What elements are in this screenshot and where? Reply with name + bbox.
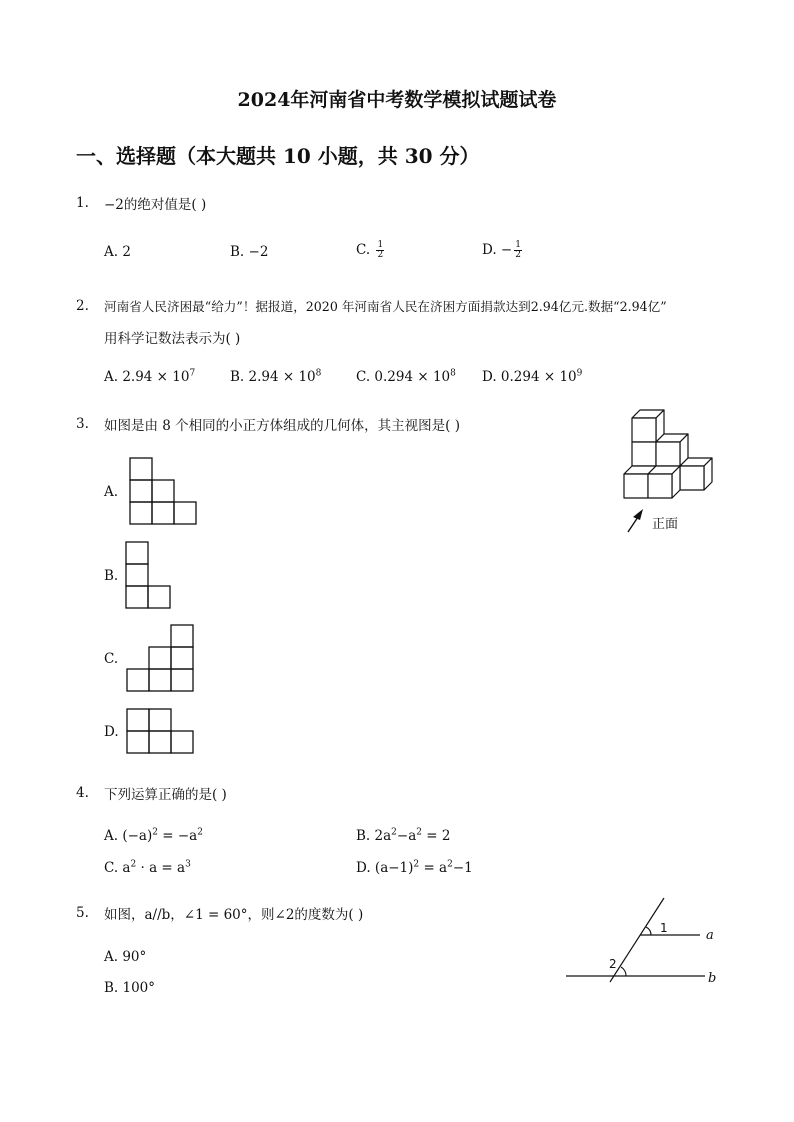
q4-option-b-exp1: 2	[391, 827, 397, 838]
q3-option-b-label: B.	[104, 568, 119, 584]
q4-option-c	[104, 860, 191, 876]
q4-option-c-left: C. a	[104, 860, 131, 876]
q1-option-c-fraction	[376, 241, 384, 260]
q5-line-b-label: b	[708, 971, 717, 986]
q4-option-c-exp2: 3	[185, 859, 191, 870]
q1-option-c	[356, 241, 384, 260]
q4-option-c-exp1: 2	[130, 859, 137, 870]
q1-option-d-prefix: D. −	[482, 242, 513, 258]
q3-cube-solid-figure	[612, 402, 742, 544]
q4-option-a	[104, 828, 203, 844]
q4-option-b-exp2: 2	[416, 827, 422, 838]
q2-option-c	[356, 369, 456, 385]
q2-option-b-base: B. 2.94 × 10	[230, 369, 316, 385]
q4-option-a-exp2: 2	[197, 827, 203, 838]
q5-parallel-lines-figure	[560, 890, 730, 1000]
q5-stem: 如图，a//b，∠1 = 60°，则∠2的度数为( )	[104, 907, 364, 923]
q4-option-b	[356, 828, 450, 844]
q1-option-b: B. −2	[230, 244, 269, 260]
q1-option-c-denominator: 2	[377, 250, 384, 260]
q3-number: 3.	[76, 416, 89, 432]
q4-number: 4.	[76, 785, 89, 801]
q3-front-label: 正面	[652, 517, 679, 532]
q3-option-c-label: C.	[104, 651, 119, 667]
q2-option-d-base: D. 0.294 × 10	[482, 369, 577, 385]
q2-option-a-base: A. 2.94 × 10	[104, 369, 190, 385]
q1-option-d-numerator: 1	[515, 240, 521, 250]
q5-option-b: B. 100°	[104, 980, 156, 996]
q2-stem-line1: 河南省人民济困最“给力”！据报道，2020 年河南省人民在济困方面捐款达到2.94亿元.数据“2.94亿”	[104, 299, 667, 314]
q1-option-d-fraction	[514, 241, 522, 260]
q1-option-c-numerator: 1	[377, 240, 384, 250]
q1-option-a: A. 2	[104, 244, 131, 260]
q2-option-d-exponent: 9	[576, 368, 583, 379]
q2-option-b	[230, 369, 321, 385]
q1-number: 1.	[76, 195, 89, 211]
q4-option-a-exp1: 2	[152, 827, 158, 838]
q2-option-a	[104, 369, 195, 385]
q3-option-d-label: D.	[104, 724, 119, 740]
q2-stem-line2: 用科学记数法表示为( )	[104, 331, 241, 347]
q4-option-b-left: B. 2a	[356, 828, 392, 844]
q3-option-d-figure	[122, 704, 202, 758]
q1-option-d	[482, 241, 522, 260]
q2-option-a-exponent: 7	[189, 368, 196, 379]
q2-number: 2.	[76, 298, 89, 314]
q5-line-a-label: a	[706, 928, 714, 943]
q4-option-d-exp1: 2	[413, 859, 420, 870]
q4-option-d-left: D. (a−1)	[356, 860, 414, 876]
q4-option-a-right: = −a	[157, 828, 198, 844]
q2-option-c-base: C. 0.294 × 10	[356, 369, 451, 385]
q4-option-c-mid: · a = a	[136, 860, 186, 876]
q2-option-d	[482, 369, 582, 385]
q3-option-a-label: A.	[104, 484, 119, 500]
q3-option-a-figure	[124, 452, 204, 532]
q1-option-c-prefix: C.	[356, 242, 375, 258]
q4-option-d	[356, 860, 473, 876]
q5-angle-2-label: 2	[609, 957, 617, 971]
q3-stem: 如图是由 8 个相同的小正方体组成的几何体，其主视图是( )	[104, 418, 460, 434]
q1-option-d-denominator: 2	[515, 250, 521, 260]
q4-stem: 下列运算正确的是( )	[104, 787, 227, 803]
q4-option-d-exp2: 2	[447, 859, 453, 870]
q3-option-c-figure	[122, 620, 202, 696]
q4-option-d-right: −1	[452, 860, 473, 876]
q2-option-b-exponent: 8	[315, 368, 322, 379]
q4-option-b-mid: −a	[396, 828, 417, 844]
page-title: 2024年河南省中考数学模拟试题试卷	[237, 89, 557, 111]
q1-stem: −2的绝对值是( )	[104, 197, 207, 213]
q4-option-a-left: A. (−a)	[104, 828, 153, 844]
q4-option-b-right: = 2	[422, 828, 451, 844]
section-heading: 一、选择题（本大题共 10 小题，共 30 分）	[76, 144, 480, 168]
q5-option-a: A. 90°	[104, 949, 147, 965]
q5-angle-1-label: 1	[660, 921, 668, 935]
q3-option-b-figure	[121, 537, 181, 613]
q2-option-c-exponent: 8	[450, 368, 456, 379]
q5-number: 5.	[76, 905, 89, 921]
q4-option-d-mid: = a	[419, 860, 448, 876]
